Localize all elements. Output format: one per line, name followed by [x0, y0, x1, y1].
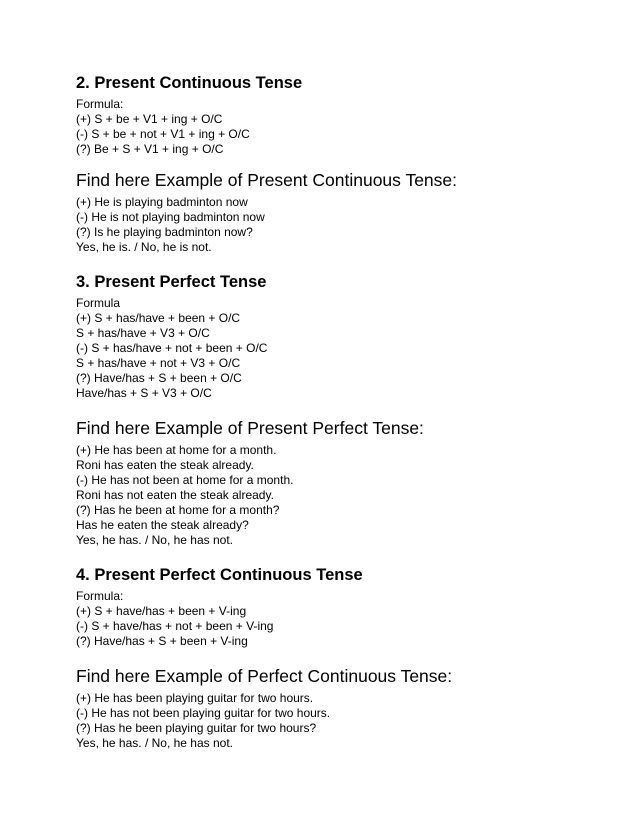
text-line: (?) Has he been playing guitar for two hours? [76, 721, 317, 735]
section-heading: Find here Example of Present Perfect Tense: [76, 418, 424, 438]
text-line: (-) S + has/have + not + been + O/C [76, 341, 268, 355]
text-line: (-) S + be + not + V1 + ing + O/C [76, 127, 250, 141]
text-line: (?) Has he been at home for a month? [76, 503, 280, 517]
section-present-continuous-formula [76, 72, 596, 157]
text-line: Roni has eaten the steak already. [76, 458, 254, 472]
text-line: (?) Be + S + V1 + ing + O/C [76, 142, 224, 156]
text-line: Have/has + S + V3 + O/C [76, 386, 212, 400]
text-line: (?) Have/has + S + been + V-ing [76, 634, 248, 648]
spacer [76, 401, 596, 417]
text-line: Formula: [76, 589, 124, 603]
text-line: Formula: [76, 97, 124, 111]
text-line: (+) He has been playing guitar for two hours. [76, 691, 314, 705]
section-present-perfect-formula [76, 271, 596, 401]
spacer [76, 157, 596, 169]
text-line: Roni has not eaten the steak already. [76, 488, 274, 502]
text-line: (?) Have/has + S + been + O/C [76, 371, 242, 385]
text-line: (?) Is he playing badminton now? [76, 225, 253, 239]
section-present-perfect-examples [76, 417, 596, 548]
text-line: Yes, he is. / No, he is not. [76, 240, 212, 254]
spacer [76, 548, 596, 564]
section-present-perfect-continuous-formula [76, 564, 596, 649]
text-line: S + has/have + not + V3 + O/C [76, 356, 241, 370]
text-line: (+) S + be + V1 + ing + O/C [76, 112, 223, 126]
text-line: Yes, he has. / No, he has not. [76, 533, 233, 547]
text-line: S + has/have + V3 + O/C [76, 326, 210, 340]
section-present-continuous-examples [76, 169, 596, 255]
text-line: Yes, he has. / No, he has not. [76, 736, 233, 750]
text-line: (+) He has been at home for a month. [76, 443, 277, 457]
section-heading: Find here Example of Present Continuous Tense: [76, 170, 458, 190]
text-line: (-) He has not been playing guitar for two hours. [76, 706, 331, 720]
text-line: (+) S + has/have + been + O/C [76, 311, 241, 325]
section-heading: 4. Present Perfect Continuous Tense [76, 566, 363, 584]
text-line: Has he eaten the steak already? [76, 518, 249, 532]
text-line: (+) S + have/has + been + V-ing [76, 604, 247, 618]
text-line: (+) He is playing badminton now [76, 195, 248, 209]
text-line: Formula [76, 296, 121, 310]
spacer [76, 649, 596, 665]
spacer [76, 255, 596, 271]
section-heading: Find here Example of Perfect Continuous Tense: [76, 666, 453, 686]
document-page [76, 72, 596, 751]
section-perfect-continuous-examples [76, 665, 596, 751]
section-heading: 3. Present Perfect Tense [76, 273, 267, 291]
text-line: (-) He has not been at home for a month. [76, 473, 294, 487]
text-line: (-) S + have/has + not + been + V-ing [76, 619, 274, 633]
section-heading: 2. Present Continuous Tense [76, 74, 303, 92]
text-line: (-) He is not playing badminton now [76, 210, 265, 224]
